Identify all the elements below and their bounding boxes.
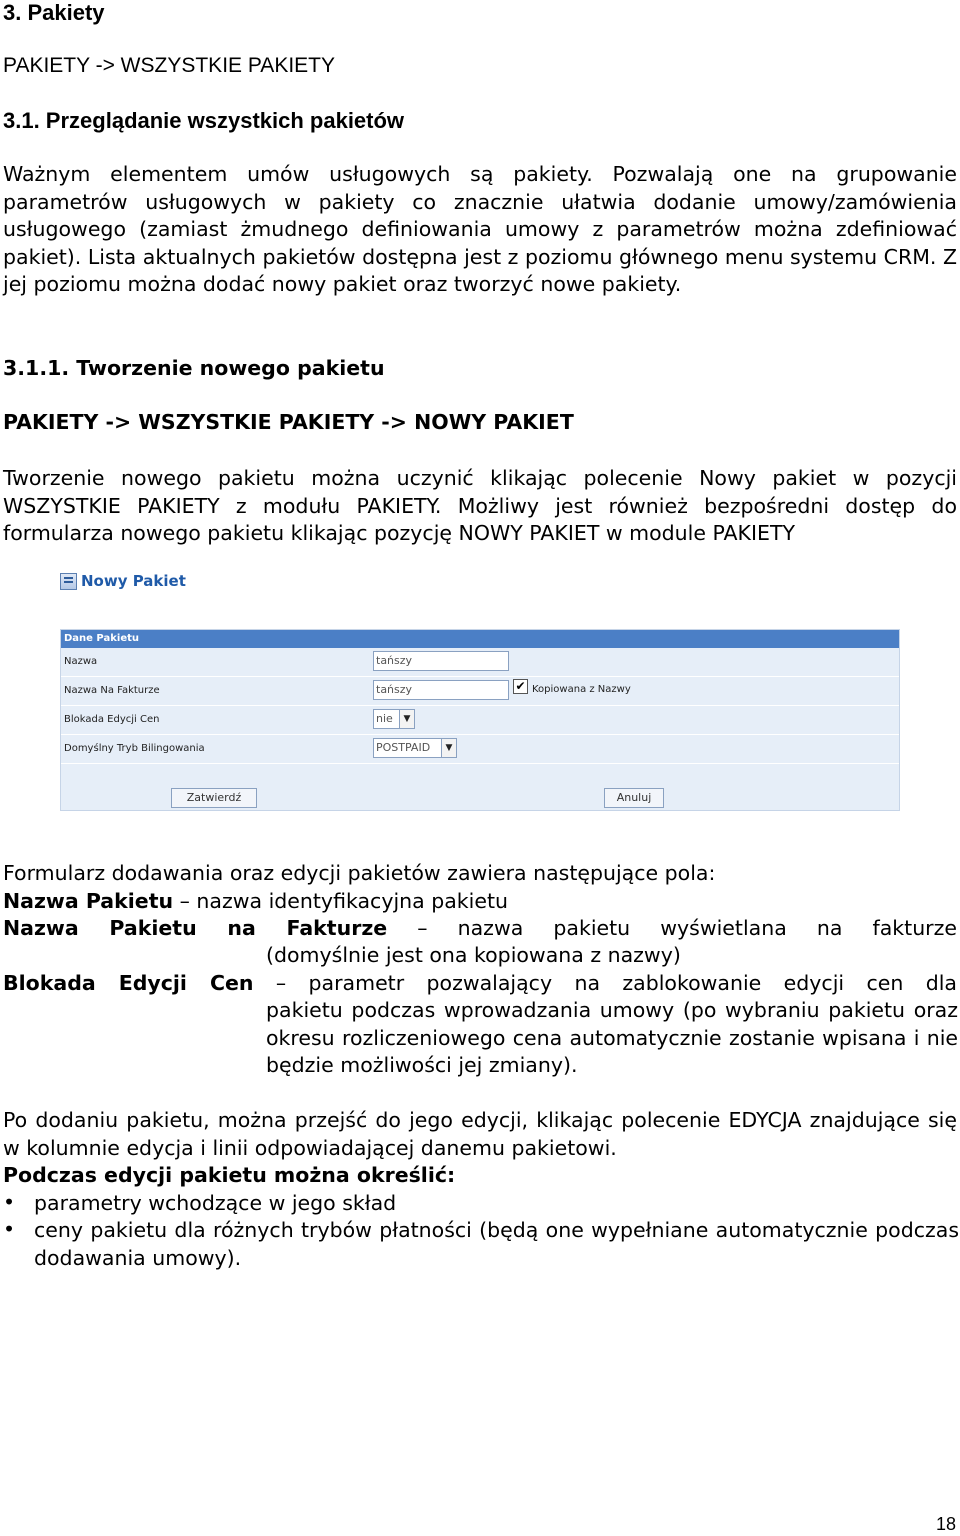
bullet-item: ceny pakietu dla różnych trybów płatności (będą one wypełniane automatycznie podczas dodawania umowy). — [34, 1218, 959, 1270]
form-section-header: Dane Pakietu — [61, 630, 899, 648]
breadcrumb-path-new: PAKIETY -> WSZYSTKIE PAKIETY -> NOWY PAKIET — [3, 410, 574, 434]
form-title-text: Nowy Pakiet — [81, 572, 186, 590]
definition-name — [3, 888, 957, 916]
form-row-name — [61, 648, 899, 677]
subsection-heading: 3.1.1. Tworzenie nowego pakietu — [3, 356, 385, 380]
definition-term: Blokada Edycji Cen — [3, 971, 254, 995]
form-panel — [60, 629, 900, 811]
name-input[interactable]: tańszy — [373, 651, 509, 671]
definition-price-lock — [3, 970, 957, 998]
invoice-name-input[interactable]: tańszy — [373, 680, 509, 700]
definition-invoice-name — [3, 915, 957, 943]
submit-button[interactable]: Zatwierdź — [171, 788, 257, 808]
form-row-billing-mode — [61, 735, 899, 764]
chevron-down-icon: ▼ — [399, 710, 414, 728]
price-lock-value: nie — [376, 712, 393, 725]
copy-from-name-label: Kopiowana z Nazwy — [532, 684, 631, 695]
definition-term: Nazwa Pakietu na Fakturze — [3, 916, 388, 940]
bullet-dot: • — [3, 1217, 16, 1241]
bullet-dot: • — [3, 1190, 16, 1214]
billing-mode-select[interactable] — [373, 738, 457, 758]
definition-separator: – — [275, 971, 287, 995]
definition-desc: nazwa identyfikacyjna pakietu — [196, 889, 509, 913]
edit-paragraph: Po dodaniu pakietu, można przejść do jego edycji, klikając polecenie EDYCJA znajdujące się w kolumnie edycja i linii odpowiadającej danemu pakietowi. — [3, 1108, 957, 1160]
fields-intro: Formularz dodawania oraz edycji pakietów zawiera następujące pola: — [3, 861, 716, 885]
edit-heading: Podczas edycji pakietu można określić: — [3, 1163, 456, 1187]
field-label: Blokada Edycji Cen — [64, 714, 160, 725]
field-label: Domyślny Tryb Bilingowania — [64, 743, 205, 754]
definition-separator: – — [179, 889, 190, 913]
definition-desc-continued: (domyślnie jest ona kopiowana z nazwy) — [266, 943, 681, 967]
definition-separator: – — [417, 916, 428, 940]
cancel-button[interactable]: Anuluj — [604, 788, 664, 808]
creation-paragraph: Tworzenie nowego pakietu można uczynić klikając polecenie Nowy pakiet w pozycji WSZYSTKIE PAKIETY z modułu PAKIETY. Możliwy jest również bezpośredni dostęp do formularza nowego pakietu klikając pozycję NOWY PAKIET w module PAKIETY — [3, 466, 957, 545]
form-row-price-lock — [61, 706, 899, 735]
price-lock-select[interactable] — [373, 709, 415, 729]
definition-term: Nazwa Pakietu — [3, 889, 174, 913]
breadcrumb-path: PAKIETY -> WSZYSTKIE PAKIETY — [3, 54, 336, 77]
form-title — [60, 572, 186, 590]
form-icon — [60, 573, 77, 590]
chevron-down-icon: ▼ — [441, 739, 456, 757]
bullet-item: parametry wchodzące w jego skład — [34, 1191, 397, 1215]
field-label: Nazwa Na Fakturze — [64, 685, 160, 696]
new-package-form-screenshot — [60, 568, 900, 813]
field-label: Nazwa — [64, 656, 98, 667]
form-row-invoice-name — [61, 677, 899, 706]
chapter-heading: 3. Pakiety — [3, 0, 105, 25]
copy-from-name-checkbox[interactable]: ✔ — [513, 679, 528, 694]
definition-desc: parametr pozwalający na zablokowanie edycji cen dla — [308, 971, 957, 995]
billing-mode-value: POSTPAID — [376, 741, 431, 754]
page-number: 18 — [935, 1514, 956, 1534]
intro-paragraph: Ważnym elementem umów usługowych są pakiety. Pozwalają one na grupowanie parametrów usługowych w pakiety co znacznie ułatwia dodanie umowy/zamówienia usługowego (zamiast żmudnego definiowania umowy z parametrów można zdefiniować pakiet). Lista aktualnych pakietów dostępna jest z poziomu głównego menu systemu CRM. Z jej poziomu można dodać nowy pakiet oraz tworzyć nowe pakiety. — [3, 162, 957, 296]
definition-desc-continued: pakietu podczas wprowadzania umowy (po wybraniu pakietu oraz okresu rozliczeniowego cena automatycznie zostanie wpisana i nie będzie możliwości jej zmiany). — [266, 998, 958, 1077]
definition-desc: nazwa pakietu wyświetlana na fakturze — [457, 916, 957, 940]
section-heading: 3.1. Przeglądanie wszystkich pakietów — [3, 108, 405, 133]
